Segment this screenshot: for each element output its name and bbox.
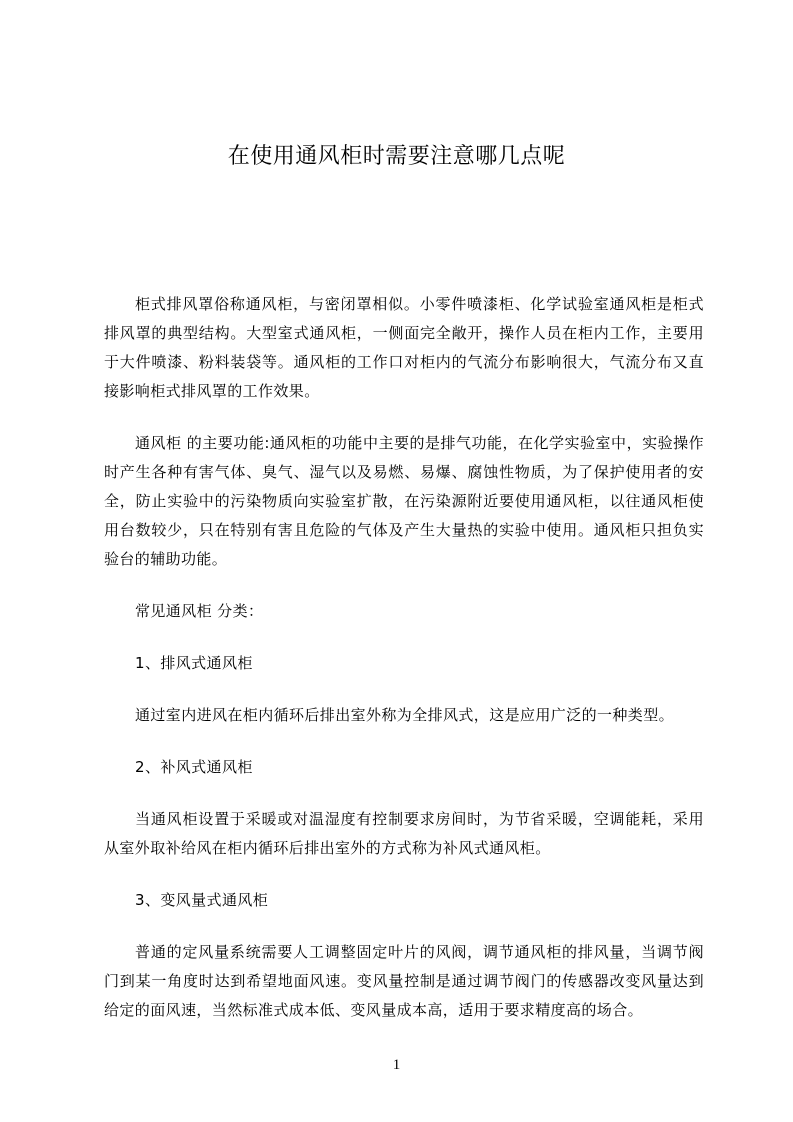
paragraph-type-3-heading: 3、变风量式通风柜 (135, 891, 269, 909)
paragraph-type-3-text: 普通的定风量系统需要人工调整固定叶片的风阀，调节通风柜的排风量，当调节阀门到某一角度时达到希望地面风速。变风量控制是通过调节阀门的传感器改变风量达到给定的面风速，当然标准式成本低、变风量成本高，适用于要求精度高的场合。 (104, 943, 704, 1019)
page-number: 1 (392, 1057, 401, 1073)
paragraph-type-2-heading: 2、补风式通风柜 (135, 758, 253, 776)
paragraph-type-1-heading: 1、排风式通风柜 (135, 654, 253, 672)
paragraph-type-1-text: 通过室内进风在柜内循环后排出室外称为全排风式，这是应用广泛的一种类型。 (135, 706, 675, 724)
paragraph-main-function: 通风柜 的主要功能:通风柜的功能中主要的是排气功能，在化学实验室中，实验操作时产生各种有害气体、臭气、湿气以及易燃、易爆、腐蚀性物质，为了保护使用者的安全，防止实验中的污染物质向实验室扩散，在污染源附近要使用通风柜，以往通风柜使用台数较少，只在特别有害且危险的气体及产生大量热的实验中使用。通风柜只担负实验台的辅助功能。 (104, 434, 704, 568)
page-title: 在使用通风柜时需要注意哪几点呢 (227, 144, 566, 169)
paragraph-intro: 柜式排风罩俗称通风柜，与密闭罩相似。小零件喷漆柜、化学试验室通风柜是柜式排风罩的典型结构。大型室式通风柜，一侧面完全敞开，操作人员在柜内工作，主要用于大件喷漆、粉料装袋等。通风柜的工作口对柜内的气流分布影响很大，气流分布又直接影响柜式排风罩的工作效果。 (104, 295, 704, 400)
paragraph-classification-heading: 常见通风柜 分类： (135, 602, 264, 620)
document-body (104, 290, 704, 1025)
paragraph-type-2-text: 当通风柜设置于采暖或对温湿度有控制要求房间时，为节省采暖，空调能耗，采用从室外取补给风在柜内循环后排出室外的方式称为补风式通风柜。 (104, 810, 704, 857)
